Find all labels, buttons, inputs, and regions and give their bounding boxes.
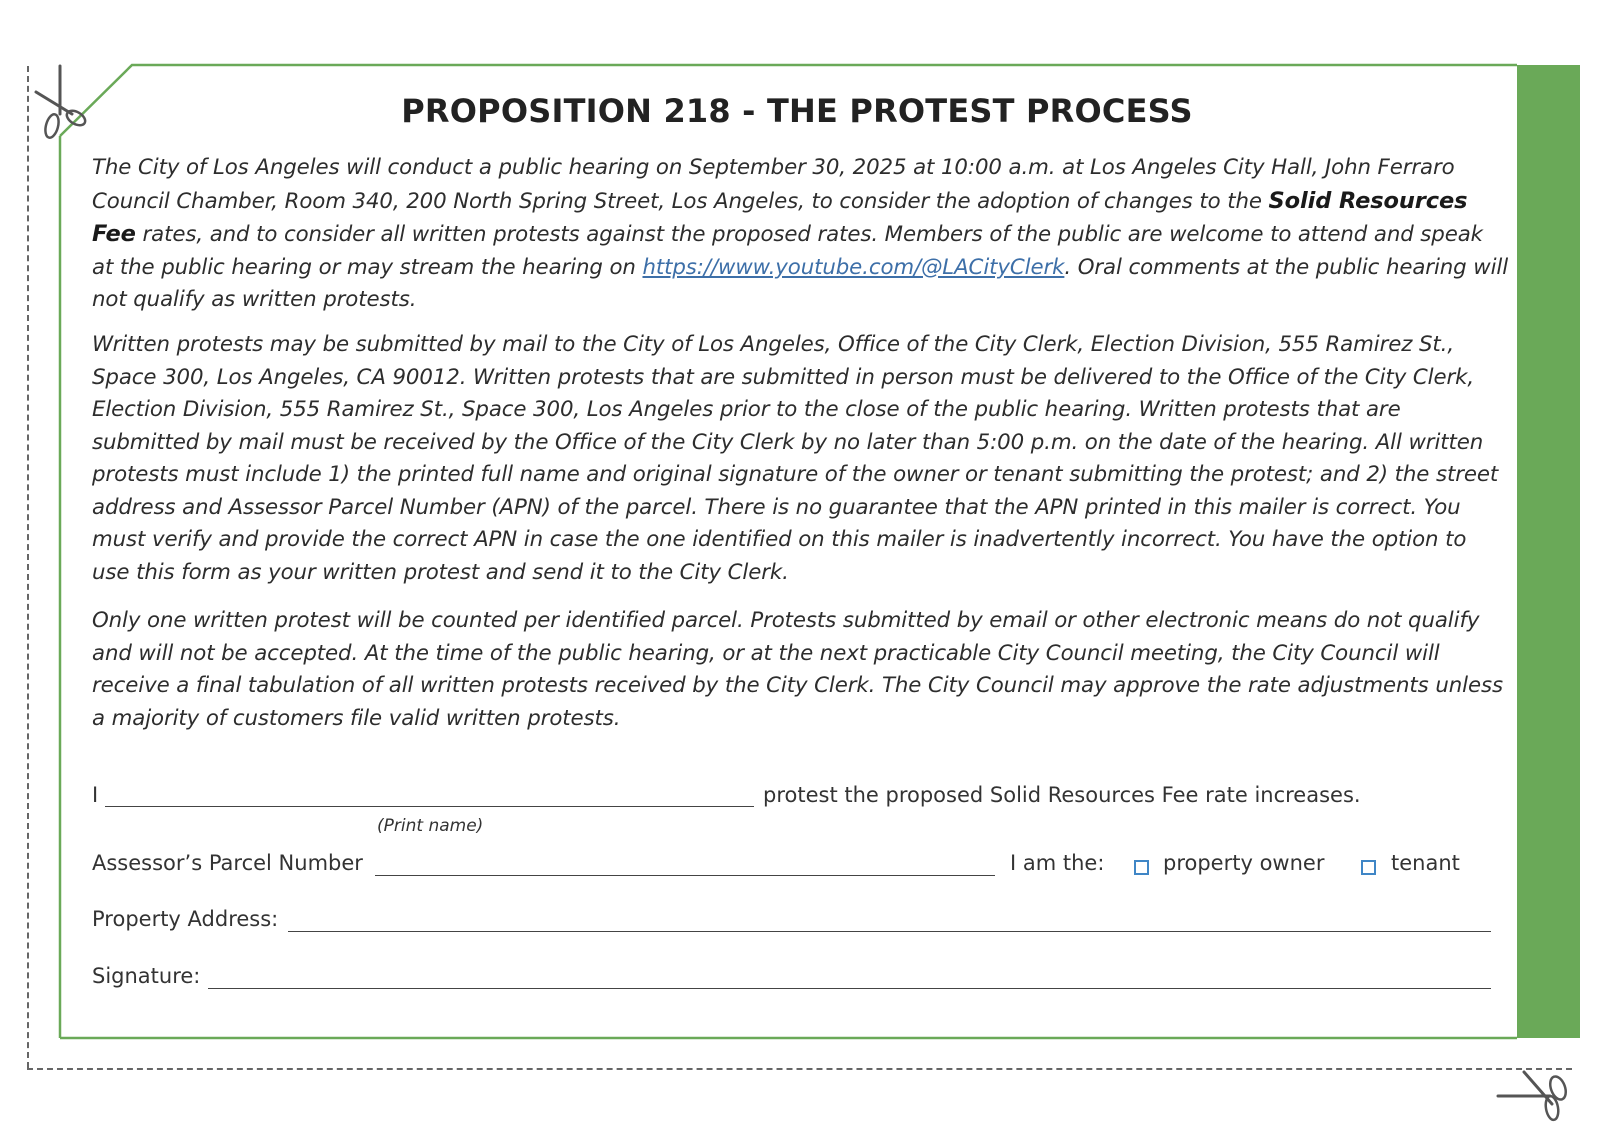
name-prefix: I	[92, 783, 99, 807]
apn-field[interactable]	[375, 875, 995, 876]
property-owner-label: property owner	[1163, 851, 1325, 875]
signature-label: Signature:	[92, 964, 201, 988]
youtube-link[interactable]: https://www.youtube.com/@LACityClerk	[642, 254, 1065, 280]
tenant-label: tenant	[1391, 851, 1460, 875]
hearing-text-1: The City of Los Angeles will conduct a public hearing on September 30, 2025 at 10:00 a.m. at Los Angeles City Hall, John Ferraro Council Chamber, Room 340, 200 North Spring Street, Los Angeles, to consider the adoption of changes to the	[92, 155, 1455, 214]
address-field[interactable]	[288, 931, 1491, 932]
property-owner-checkbox[interactable]	[1134, 860, 1149, 875]
green-side-bar	[1517, 65, 1580, 1038]
written-protest-paragraph: Written protests may be submitted by mail to the City of Los Angeles, Office of the City Clerk, Election Division, 555 Ramirez St., Space 300, Los Angeles, CA 90012. Written protests that are submitted in person must be delivered to the Office of the City Clerk, Election Division, 555 Ramirez St., Space 300, Los Angeles prior to the close of the public hearing. Written protests that are submitted by mail must be received by the Office of the City Clerk by no later than 5:00 p.m. on the date of the hearing. All written protests must include 1) the printed full name and original signature of the owner or tenant submitting the protest; and 2) the street address and Assessor Parcel Number (APN) of the parcel. There is no guarantee that the APN printed in this mailer is correct. You must verify and provide the correct APN in case the one identified on this mailer is inadvertently incorrect. You have the option to use this form as your written protest and send it to the City Clerk.	[92, 332, 1499, 585]
name-field[interactable]	[105, 806, 754, 807]
role-label: I am the:	[1010, 851, 1105, 875]
hearing-text-3: . Oral comments at the public hearing will not qualify as written protests.	[92, 254, 1509, 312]
tenant-checkbox[interactable]	[1361, 860, 1376, 875]
signature-field[interactable]	[208, 988, 1491, 989]
print-name-hint: (Print name)	[377, 816, 484, 836]
protest-statement: protest the proposed Solid Resources Fee rate increases.	[763, 783, 1361, 807]
hearing-text-2: rates, and to consider all written protests against the proposed rates. Members of the public are welcome to attend and speak at the public hearing or may stream the hearing on	[92, 222, 1483, 280]
scissors-icon	[1494, 1066, 1574, 1124]
address-label: Property Address:	[92, 907, 279, 931]
apn-label: Assessor’s Parcel Number	[92, 851, 363, 875]
hearing-paragraph	[92, 152, 1510, 317]
tabulation-paragraph: Only one written protest will be counted per identified parcel. Protests submitted by email or other electronic means do not qualify and will not be accepted. At the time of the public hearing, or at the next practicable City Council meeting, the City Council will receive a final tabulation of all written protests received by the City Clerk. The City Council may approve the rate adjustments unless a majority of customers file valid written protests.	[92, 608, 1503, 731]
fee-name-bold: Solid Resources Fee	[92, 187, 1468, 247]
page-title: PROPOSITION 218 - THE PROTEST PROCESS	[401, 92, 1193, 130]
